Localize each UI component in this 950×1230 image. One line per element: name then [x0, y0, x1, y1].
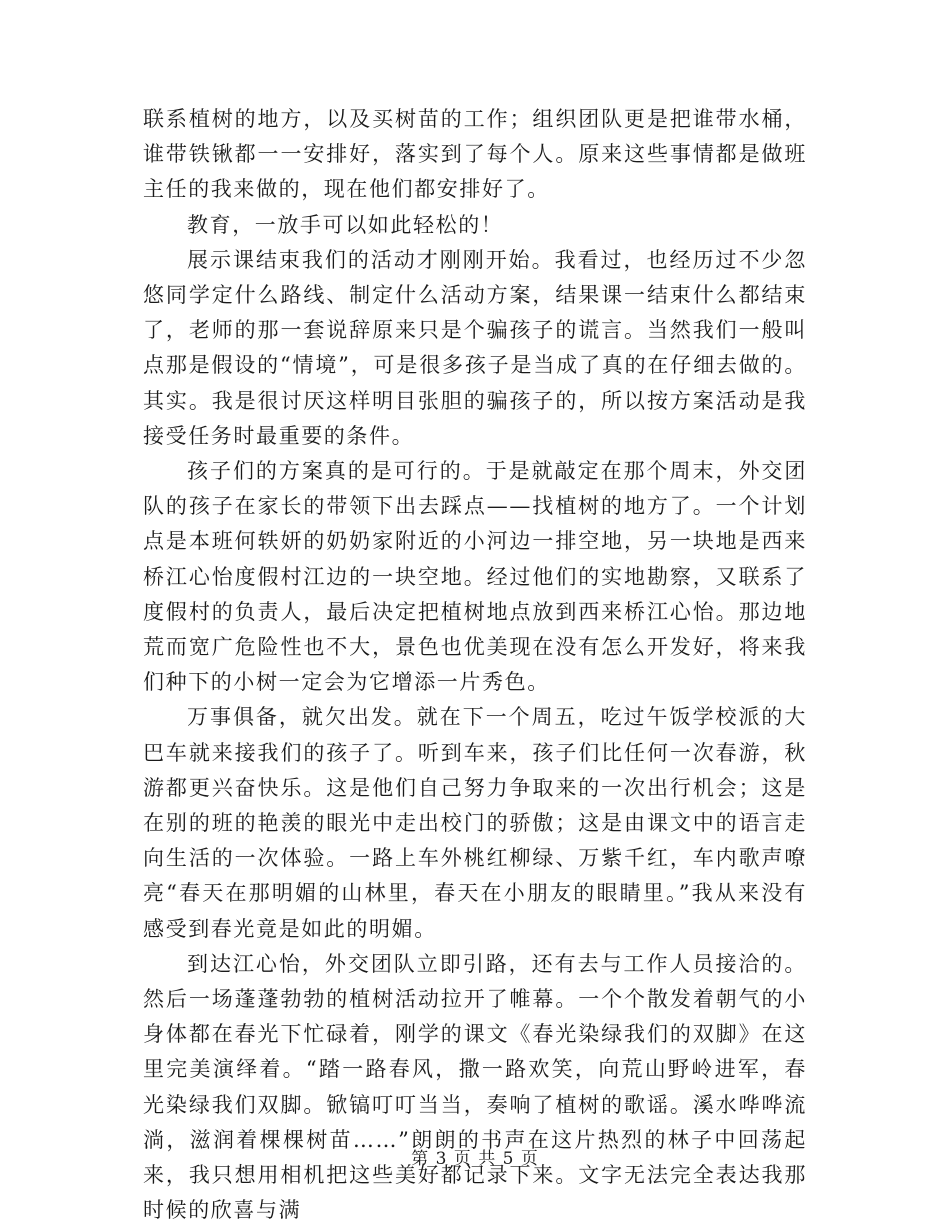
document-body [143, 102, 807, 1229]
paragraph-2: 教育，一放手可以如此轻松的！ [187, 212, 504, 237]
paragraph-4: 孩子们的方案真的是可行的。于是就敲定在那个周末，外交团队的孩子在家长的带领下出去踩点——找植树的地方了。一个计划点是本班何轶妍的奶奶家附近的小河边一排空地，另一块地是西来桥江心怡度假村江边的一块空地。经过他们的实地勘察，又联系了度假村的负责人，最后决定把植树地点放到西来桥江心怡。那边地荒而宽广危险性也不大，景色也优美现在没有怎么开发好，将来我们种下的小树一定会为它增添一片秀色。 [143, 459, 807, 695]
page-number-footer: 第 3 页 共 5 页 [411, 1149, 539, 1169]
paragraph-6: 到达江心怡，外交团队立即引路，还有去与工作人员接洽的。然后一场蓬蓬勃勃的植树活动拉开了帷幕。一个个散发着朝气的小身体都在春光下忙碌着，刚学的课文《春光染绿我们的双脚》在这里完美演绎着。“踏一路春风，撒一路欢笑，向荒山野岭进军，春光染绿我们双脚。锨镐叮叮当当，奏响了植树的歌谣。溪水哗哗流淌，滋润着棵棵树苗……”朗朗的书声在这片热烈的林子中回荡起来，我只想用相机把这些美好都记录下来。文字无法完全表达我那时候的欣喜与满 [143, 951, 807, 1223]
paragraph-5: 万事俱备，就欠出发。就在下一个周五，吃过午饭学校派的大巴车就来接我们的孩子了。听到车来，孩子们比任何一次春游，秋游都更兴奋快乐。这是他们自己努力争取来的一次出行机会；这是在别的班的艳羡的眼光中走出校门的骄傲；这是由课文中的语言走向生活的一次体验。一路上车外桃红柳绿、万紫千红，车内歌声嘹亮“春天在那明媚的山林里，春天在小朋友的眼睛里。”我从来没有感受到春光竟是如此的明媚。 [143, 705, 807, 941]
paragraph-1: 联系植树的地方，以及买树苗的工作；组织团队更是把谁带水桶，谁带铁锹都一一安排好，落实到了每个人。原来这些事情都是做班主任的我来做的，现在他们都安排好了。 [143, 107, 807, 202]
paragraph-3: 展示课结束我们的活动才刚刚开始。我看过，也经历过不少忽悠同学定什么路线、制定什么活动方案，结果课一结束什么都结束了，老师的那一套说辞原来只是个骗孩子的谎言。当然我们一般叫点那是假设的“情境”，可是很多孩子是当成了真的在仔细去做的。其实。我是很讨厌这样明目张胆的骗孩子的，所以按方案活动是我接受任务时最重要的条件。 [143, 247, 807, 448]
